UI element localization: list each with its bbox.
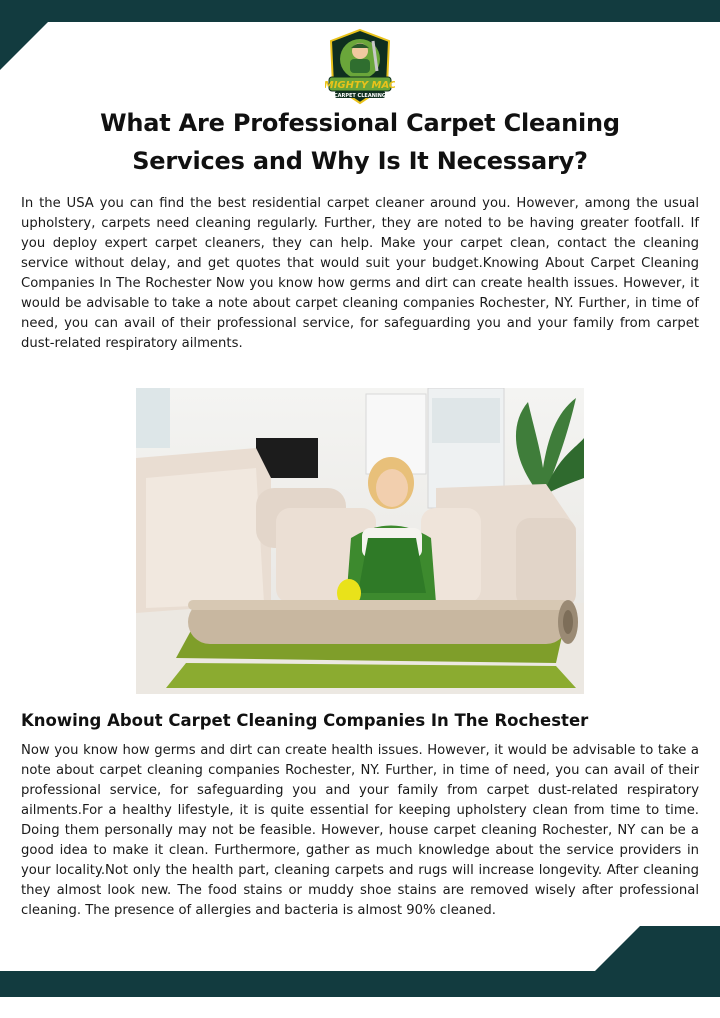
section-body-paragraph: Now you know how germs and dirt can create health issues. However, it would be advisable to take a note about carpet cleaning companies Rochester, NY. Further, in time of need, you can avail of their professional service, for safeguarding you and your family from carpet dust-related respiratory ailments.For a healthy lifestyle, it is quite essential for keeping upholstery clean from time to time. Doing them personally may not be feasible. However, house carpet cleaning Rochester, NY can be a good idea to make it clean. Furthermore, gather as much knowledge about the service providers in your locality.Not only the health part, cleaning carpets and rugs will increase longevity. After cleaning they almost look new. The food stains or muddy shoe stains are removed wisely after professional cleaning. The presence of allergies and bacteria is almost 90% cleaned. — [21, 743, 699, 918]
woman-rolling-carpet-photo — [136, 388, 584, 694]
top-left-corner-accent — [0, 22, 48, 70]
intro-paragraph: In the USA you can find the best residential carpet cleaner around you. However, among the usual upholstery, carpets need cleaning regularly. Further, they are noted to be having greater footfall. If you deploy expert carpet cleaners, they can help. Make your carpet clean, contact the cleaning service without delay, and get quotes that would suit your budget.Knowing About Carpet Cleaning Companies In The Rochester Now you know how germs and dirt can create health issues. However, it would be advisable to take a note about carpet cleaning companies Rochester, NY. Further, in time of need, you can avail of their professional service, for safeguarding you and your family from carpet dust-related respiratory ailments. — [21, 196, 699, 351]
bottom-right-corner-accent — [595, 926, 720, 971]
section-heading: Knowing About Carpet Cleaning Companies In The Rochester — [21, 711, 589, 730]
svg-text:MIGHTY MAC: MIGHTY MAC — [325, 80, 395, 91]
article-title: What Are Professional Carpet Cleaning Services and Why Is It Necessary? — [100, 109, 620, 175]
svg-text:CARPET CLEANING: CARPET CLEANING — [333, 93, 387, 99]
bottom-banner-bar — [0, 971, 720, 997]
top-banner-bar — [0, 0, 720, 22]
mighty-mac-logo — [325, 27, 395, 107]
